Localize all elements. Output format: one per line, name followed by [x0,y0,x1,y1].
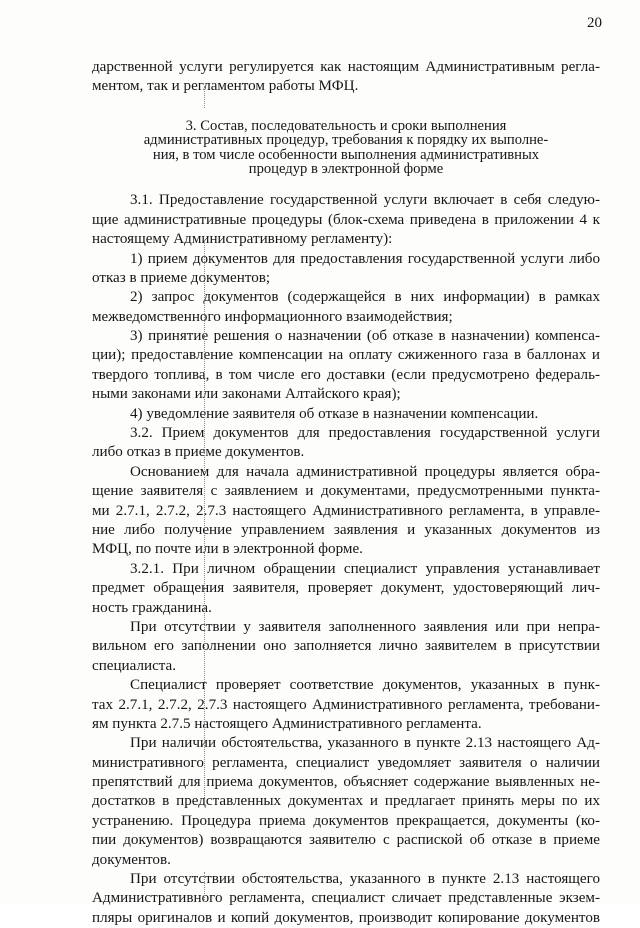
text-line: ными законами или законами Алтайского края); [92,386,401,403]
scan-artifact-line [204,86,205,108]
text-line: 3.2. Прием документов для предоставления государственной услуги [130,425,600,442]
text-line: межведомственного информационного взаимодействия; [92,308,453,325]
text-line: Специалист проверяет соответствие документов, указанных в пунк- [130,677,600,694]
page-number: 20 [587,15,602,31]
text-line: специалиста. [92,657,177,674]
text-line: препятствий для приема документов, объясняет содержание выявленных не- [92,774,600,791]
scan-artifact-line [204,872,205,902]
text-line: щение заявителя с заявлением и документами, предусмотренными пункта- [92,483,600,500]
text-line: Административного регламента, специалист сличает представленные экзем- [92,890,600,907]
text-line: либо отказ в приеме документов. [92,444,305,461]
text-line: министративного регламента, специалист уведомляет заявителя о наличии [92,754,600,771]
paragraph [92,560,600,618]
text-line: ментом, так и регламентом работы МФЦ. [92,78,359,95]
text-line: пии документов) возвращаются заявителю с распиской об отказе в приеме [92,832,600,849]
text-line: щие административные процедуры (блок-схема приведена в приложении 4 к [92,211,600,228]
paragraph [92,191,600,249]
text-line: При отсутствии у заявителя заполненного заявления или при непра- [130,618,600,635]
text-line: 3) принятие решения о назначении (об отказе в назначении) компенса- [130,328,600,345]
text-line: 2) запрос документов (содержащейся в них информации) в рамках [130,289,600,306]
paragraph [92,734,600,870]
text-line: Основанием для начала административной процедуры является обра- [130,463,600,480]
paragraph [92,405,600,424]
opening-paragraph [92,58,600,97]
text-line: пляры оригиналов и копий документов, производит копирование документов [92,909,600,926]
text-line: ние либо получение управлением заявления и указанных документов из [92,521,600,538]
text-line: вильном его заполнении оно заполняется лично заявителем в присутствии [92,638,600,655]
section-title-line: административных процедур, требования к порядку их выполне- [143,132,549,149]
text-line: При отсутствии обстоятельства, указанного в пункте 2.13 настоящего [130,871,600,888]
text-line: предмет обращения заявителя, проверяет документ, удостоверяющий лич- [92,580,600,597]
text-line: тах 2.7.1, 2.7.2, 2.7.3 настоящего Административного регламента, требовани- [92,696,600,713]
paragraph [92,618,600,676]
document-body [92,58,600,928]
paragraph [92,327,600,405]
text-line: ям пункта 2.7.5 настоящего Административного регламента. [92,715,482,732]
section-title-line: 3. Состав, последовательность и сроки выполнения [185,117,507,134]
text-line: МФЦ, по почте или в электронной форме. [92,541,363,558]
paragraph [92,424,600,463]
section-title [92,119,600,177]
paragraph [92,676,600,734]
text-line: ции); предоставление компенсации на оплату сжиженного газа в баллонах и [92,347,600,364]
text-line: ность гражданина. [92,599,212,616]
text-line: 4) уведомление заявителя об отказе в назначении компенсации. [130,405,539,422]
body-paragraphs [92,191,600,928]
text-line: настоящему Административному регламенту): [92,231,393,248]
scan-artifact-line [204,240,205,800]
paragraph [92,870,600,928]
text-line: дарственной услуги регулируется как настоящим Административным регла- [92,59,600,75]
text-line: отказ в приеме документов; [92,269,271,286]
section-title-line: ния, в том числе особенности выполнения административных [152,146,540,163]
text-line: 3.2.1. При личном обращении специалист управления устанавливает [130,560,600,577]
text-line: твердого топлива, в том числе его доставки (если предусмотрено федераль- [92,366,600,383]
text-line: 3.1. Предоставление государственной услуги включает в себя следую- [130,192,600,209]
text-line: достатков в представленных документах и предлагает принять меры по их [92,793,600,810]
section-title-line: процедур в электронной форме [248,160,444,177]
paragraph [92,463,600,560]
paragraph [92,250,600,289]
text-line: документов. [92,851,171,868]
paragraph [92,288,600,327]
text-line: При наличии обстоятельства, указанного в пункте 2.13 настоящего Ад- [130,735,600,752]
text-line: 1) прием документов для предоставления государственной услуги либо [130,250,600,267]
text-line: ми 2.7.1, 2.7.2, 2.7.3 настоящего Административного регламента, в управле- [92,502,600,519]
text-line: устранению. Процедура приема документов прекращается, документы (ко- [92,812,600,829]
